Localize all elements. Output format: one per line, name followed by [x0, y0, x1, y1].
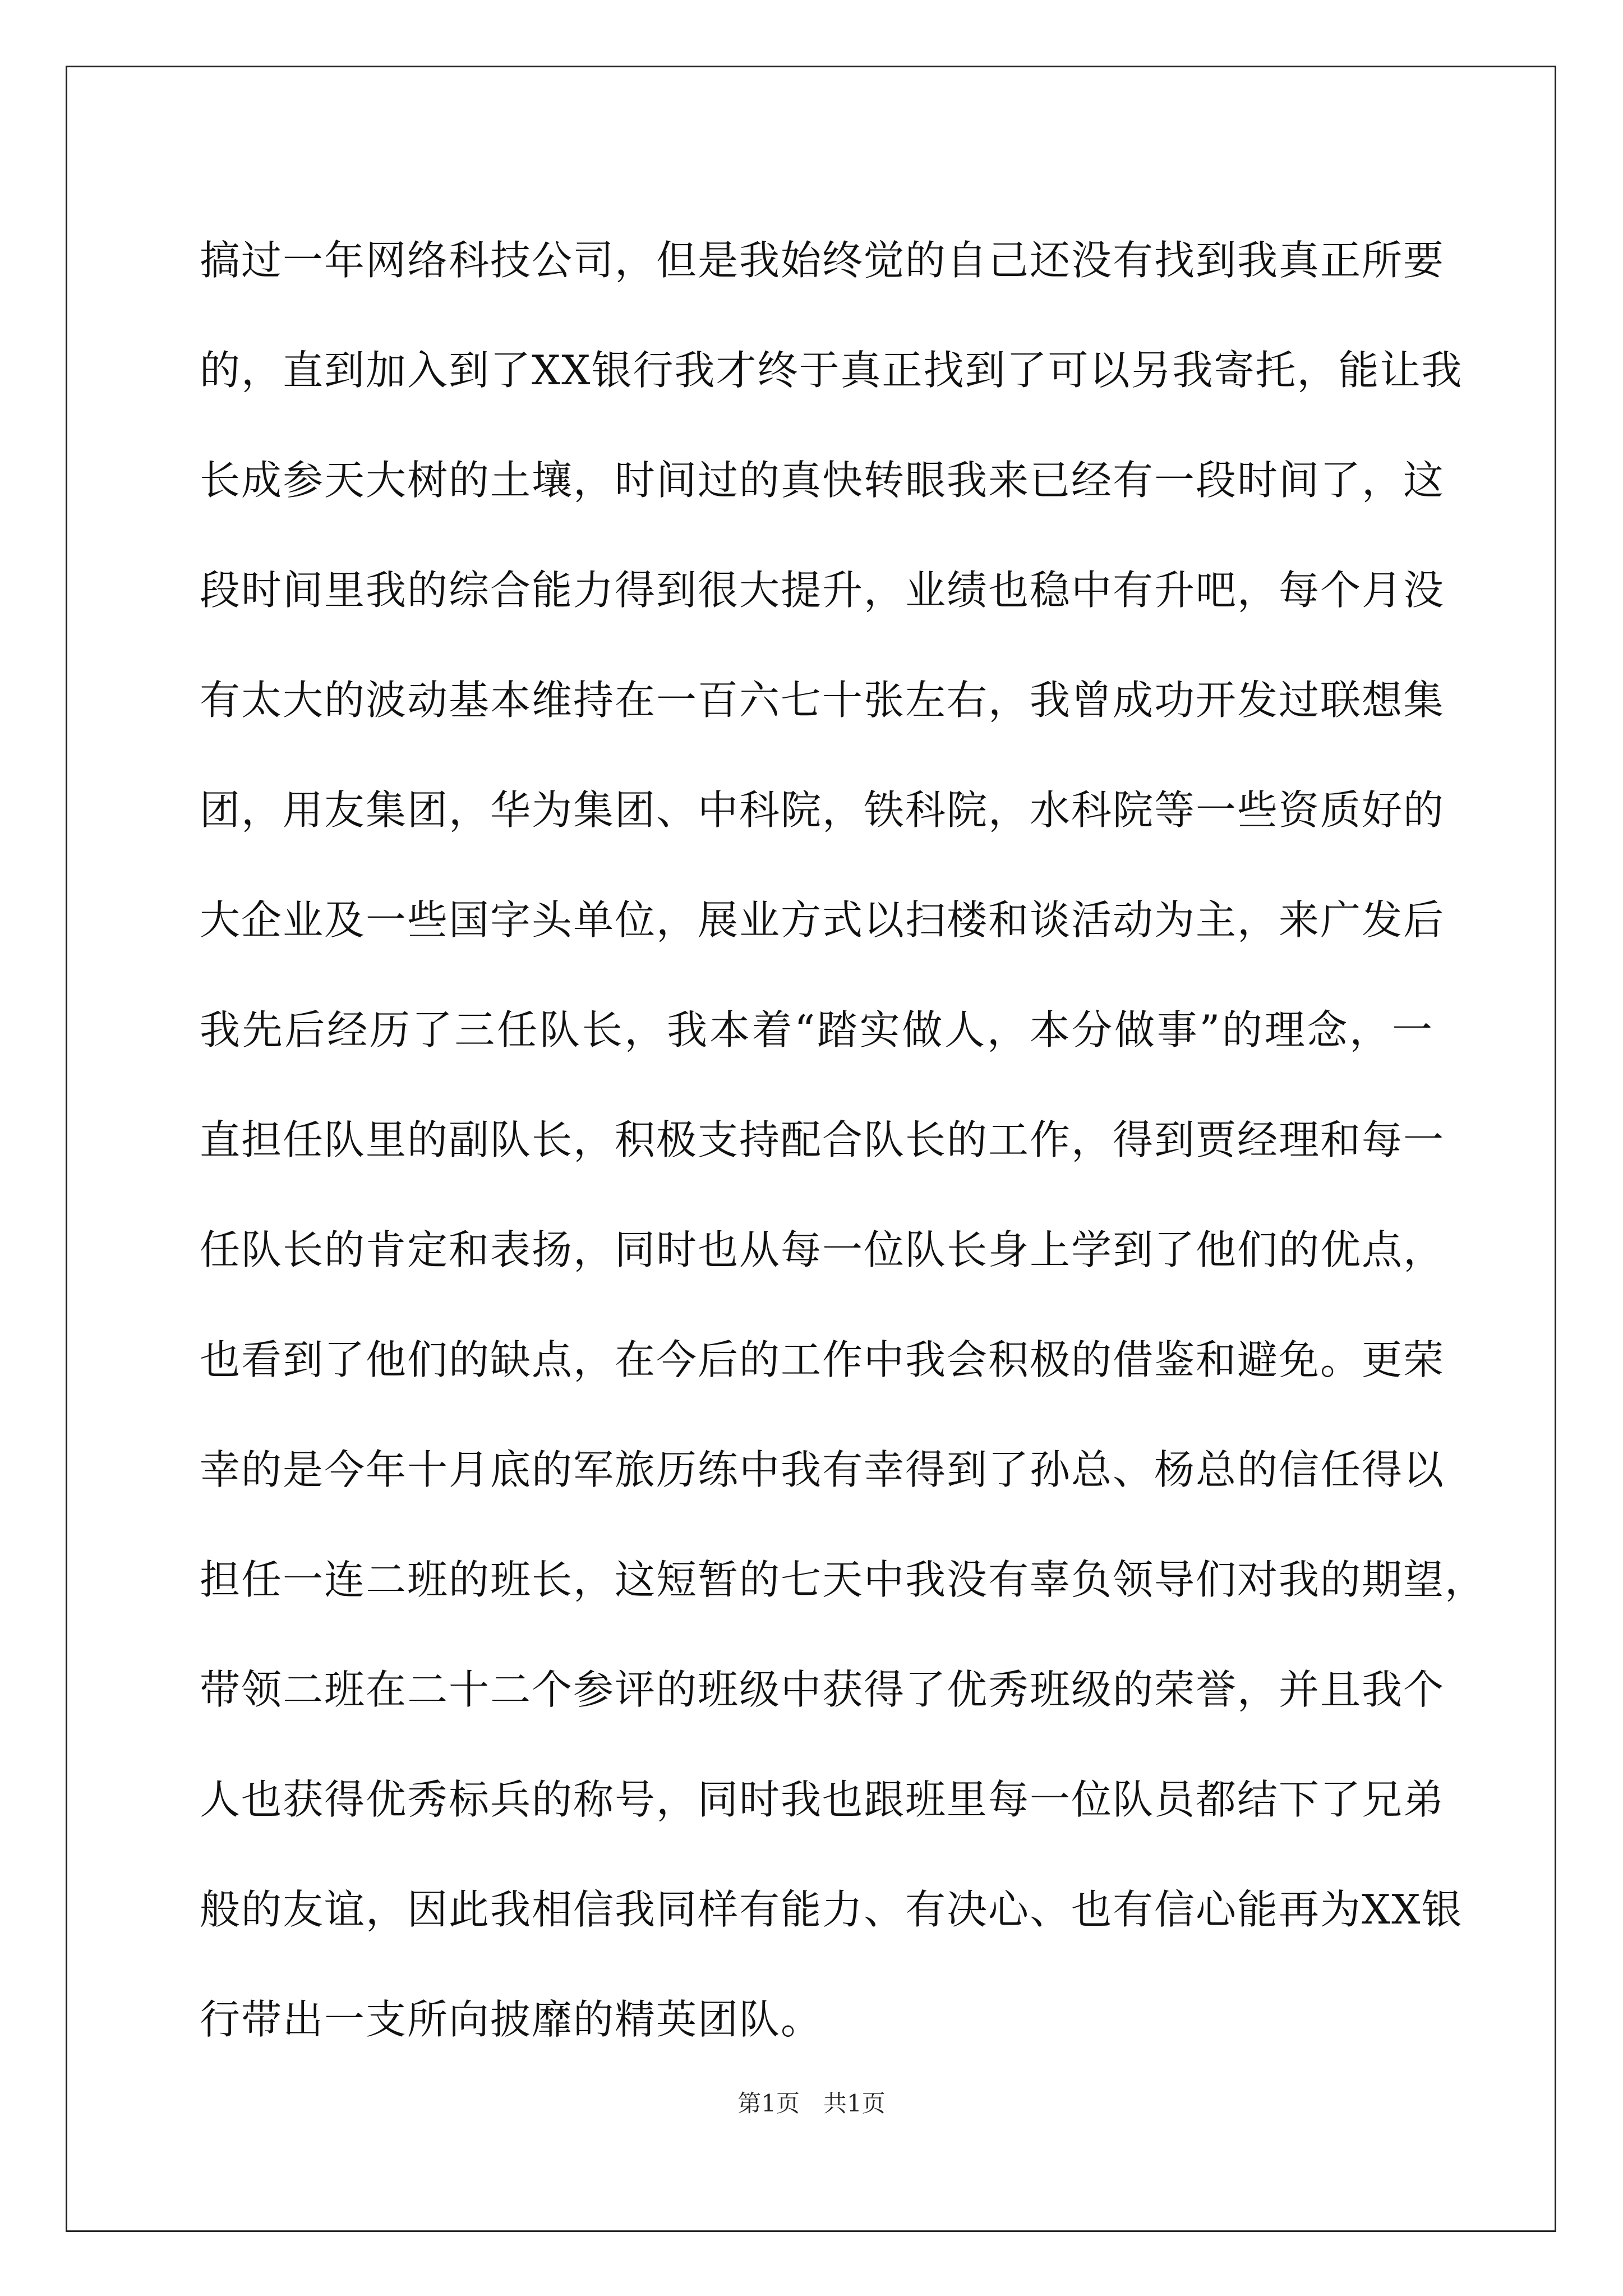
text-line: 我先后经历了三任队长，我本着“踏实做人，本分做事”的理念，一 — [200, 1006, 1433, 1053]
text-line: 团，用友集团，华为集团、中科院，铁科院，水科院等一些资质好的 — [200, 786, 1445, 834]
text-line: 搞过一年网络科技公司，但是我始终觉的自己还没有找到我真正所要 — [200, 237, 1445, 284]
text-line: 直担任队里的副队长，积极支持配合队长的工作，得到贾经理和每一 — [200, 1116, 1445, 1163]
document-body — [200, 205, 1487, 2074]
text-line: 幸的是今年十月底的军旅历练中我有幸得到了孙总、杨总的信任得以 — [200, 1446, 1445, 1493]
text-line: 有太大的波动基本维持在一百六七十张左右，我曾成功开发过联想集 — [200, 677, 1445, 724]
text-line: 担任一连二班的班长，这短暂的七天中我没有辜负领导们对我的期望， — [200, 1556, 1487, 1603]
text-line: 长成参天大树的土壤，时间过的真快转眼我来已经有一段时间了，这 — [200, 457, 1445, 504]
text-line: 段时间里我的综合能力得到很大提升，业绩也稳中有升吧，每个月没 — [200, 567, 1445, 614]
page-number-footer: 第1页 共1页 — [737, 2090, 886, 2117]
text-line: 的，直到加入到了XX银行我才终于真正找到了可以另我寄托，能让我 — [200, 347, 1463, 394]
text-line: 带领二班在二十二个参评的班级中获得了优秀班级的荣誉，并且我个 — [200, 1666, 1445, 1713]
text-line: 行带出一支所向披靡的精英团队。 — [200, 1996, 823, 2043]
text-line: 任队长的肯定和表扬，同时也从每一位队长身上学到了他们的优点， — [200, 1226, 1445, 1273]
text-line: 般的友谊，因此我相信我同样有能力、有决心、也有信心能再为XX银 — [200, 1886, 1463, 1933]
text-line: 大企业及一些国字头单位，展业方式以扫楼和谈活动为主，来广发后 — [200, 896, 1445, 944]
text-line: 也看到了他们的缺点，在今后的工作中我会积极的借鉴和避免。更荣 — [200, 1336, 1445, 1383]
text-line: 人也获得优秀标兵的称号，同时我也跟班里每一位队员都结下了兄弟 — [200, 1776, 1445, 1823]
